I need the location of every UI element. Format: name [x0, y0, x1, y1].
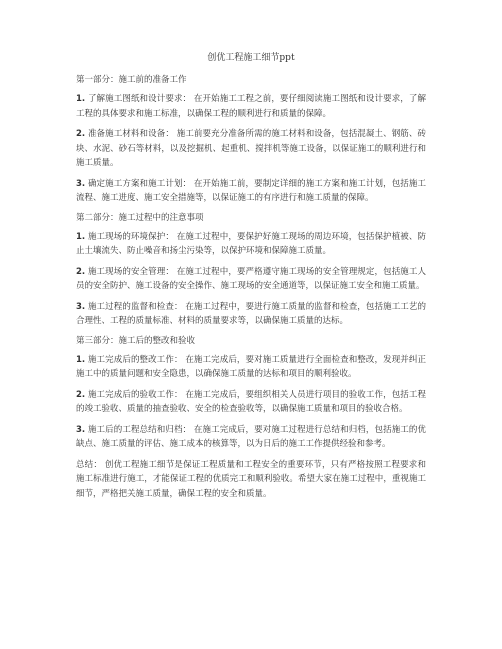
item-number: 2. — [76, 266, 86, 277]
section-heading-1: 第一部分：施工前的准备工作 — [76, 75, 187, 85]
item-number: 2. — [76, 129, 86, 139]
paragraph-1-2 — [76, 127, 426, 171]
paragraph-1-1 — [76, 92, 426, 121]
item-number: 3. — [76, 301, 86, 312]
paragraph-text: 施工完成后的整改工作： 在施工完成后，要对施工质量进行全面检查和整改，发现并纠正施工中的质量问题和安全隐患，以确保施工质量的达标和项目的顺利验收。 — [76, 354, 426, 379]
paragraph-text: 施工现场的安全管理： 在施工过程中，要严格遵守施工现场的安全管理规定，包括施工人员的安全防护、施工设备的安全操作、施工现场的安全通道等，以保证施工安全和施工质量。 — [76, 266, 426, 291]
paragraph-2-2 — [76, 265, 426, 294]
paragraph-text: 施工完成后的验收工作： 在施工完成后，要组织相关人员进行项目的验收工作，包括工程的竣工验收、质量的抽查验收、安全的检查验收等，以确保施工质量和项目的验收合格。 — [76, 389, 426, 414]
item-number: 1. — [76, 94, 86, 104]
paragraph-text: 确定施工方案和施工计划： 在开始施工前，要制定详细的施工方案和施工计划，包括施工流程、施工进度、施工安全措施等，以保证施工的有序进行和施工质量的保障。 — [76, 178, 426, 203]
paragraph-text: 准备施工材料和设备： 施工前要充分准备所需的施工材料和设备，包括混凝土、钢筋、砖块、水泥、砂石等材料，以及挖掘机、起重机、搅拌机等施工设备，以保证施工的顺利进行和施工质量。 — [76, 129, 426, 168]
paragraph-text: 施工现场的环境保护： 在施工过程中，要保护好施工现场的周边环境，包括保护植被、防止土壤流失、防止噪音和扬尘污染等，以保护环境和保障施工质量。 — [76, 231, 426, 256]
item-number: 3. — [76, 424, 86, 435]
paragraph-3-2 — [76, 388, 426, 417]
item-number: 2. — [76, 389, 86, 400]
summary-paragraph: 总结： 创优工程施工细节是保证工程质量和工程安全的重要环节，只有严格按照工程要求和施工标准进行施工，才能保证工程的优质完工和顺利验收。希望大家在施工过程中，重视施工细节，严格把关施工质量，确保工程的安全和质量。 — [76, 459, 426, 499]
document-title: 创优工程施工细节ppt — [207, 53, 295, 63]
paragraph-2-1 — [76, 230, 426, 259]
section-heading-2: 第二部分：施工过程中的注意事项 — [76, 212, 204, 223]
item-number: 3. — [76, 178, 86, 189]
paragraph-text: 施工后的工程总结和归档： 在施工完成后，要对施工过程进行总结和归档，包括施工的优缺点、施工质量的评估、施工成本的核算等，以为日后的施工工作提供经验和参考。 — [76, 424, 426, 449]
paragraph-3-1 — [76, 353, 426, 382]
section-heading-3: 第三部分：施工后的整改和验收 — [76, 335, 196, 346]
item-number: 1. — [76, 231, 86, 242]
paragraph-3-3 — [76, 423, 426, 452]
paragraph-1-3 — [76, 177, 426, 206]
paragraph-2-3 — [76, 300, 426, 329]
paragraph-text: 了解施工图纸和设计要求： 在开始施工工程之前，要仔细阅读施工图纸和设计要求，了解工程的具体要求和施工标准，以确保工程的顺利进行和质量的保障。 — [76, 94, 426, 119]
paragraph-text: 施工过程的监督和检查： 在施工过程中，要进行施工质量的监督和检查，包括施工工艺的合理性、工程的质量标准、材料的质量要求等，以确保施工质量的达标。 — [76, 301, 426, 326]
item-number: 1. — [76, 354, 86, 365]
